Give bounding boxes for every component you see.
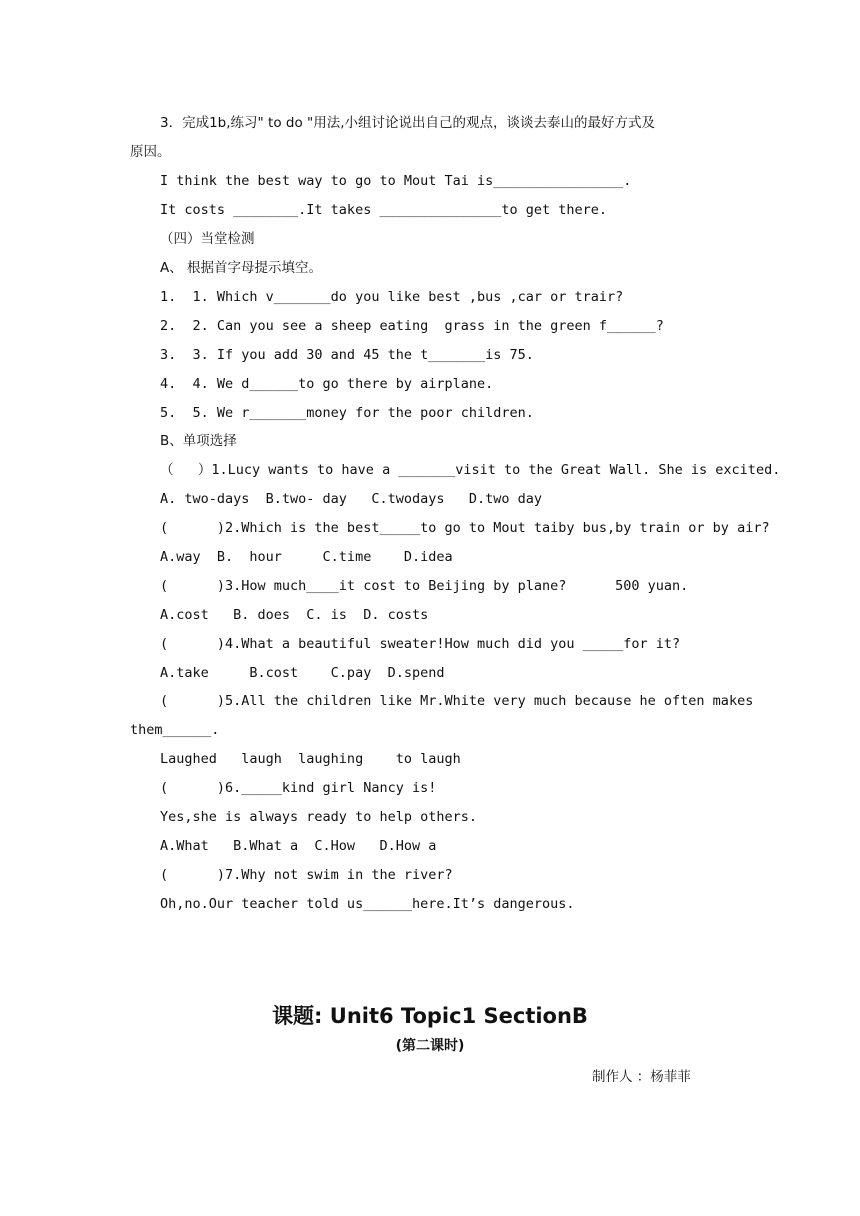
fill-item-1: 1. 1. Which v_______do you like best ,bus ,car or trair?: [160, 289, 624, 305]
task-3-instruction: 3．完成1b,练习" to do "用法,小组讨论说出自己的观点，谈谈去泰山的最好方式及: [160, 115, 656, 131]
choice-q4-options: A.take B.cost C.pay D.spend: [160, 665, 445, 681]
part-b-heading: B、单项选择: [160, 433, 237, 449]
fill-item-3: 3. 3. If you add 30 and 45 the t_______is 75.: [160, 347, 534, 363]
sentence-best-way: I think the best way to go to Mout Tai is________________.: [160, 173, 632, 189]
choice-q3: ( )3.How much____it cost to Beijing by plane? 500 yuan.: [160, 578, 689, 594]
choice-q5-options: Laughed laugh laughing to laugh: [160, 751, 461, 767]
lesson-title: 课题: Unit6 Topic1 SectionB: [272, 1004, 588, 1028]
choice-q2: ( )2.Which is the best_____to go to Mout taiby bus,by train or by air?: [160, 520, 770, 536]
choice-q6-options: A.What B.What a C.How D.How a: [160, 838, 437, 854]
choice-q7: ( )7.Why not swim in the river?: [160, 867, 453, 883]
lesson-subtitle: (第二课时): [395, 1038, 465, 1054]
choice-q5: ( )5.All the children like Mr.White very much because he often makes: [160, 693, 754, 709]
choice-q1-options: A. two-days B.two- day C.twodays D.two day: [160, 491, 543, 507]
choice-q5-cont: them______.: [130, 722, 220, 738]
fill-item-2: 2. 2. Can you see a sheep eating grass in the green f______?: [160, 318, 664, 334]
choice-q1: （ ）1.Lucy wants to have a _______visit to the Great Wall. She is excited.: [160, 462, 781, 478]
fill-item-4: 4. 4. We d______to go there by airplane.: [160, 376, 494, 392]
section-heading-check: （四）当堂检测: [160, 231, 255, 247]
choice-q6: ( )6._____kind girl Nancy is!: [160, 780, 437, 796]
part-a-heading: A、 根据首字母提示填空。: [160, 260, 323, 276]
choice-q3-options: A.cost B. does C. is D. costs: [160, 607, 429, 623]
choice-q4: ( )4.What a beautiful sweater!How much did you _____for it?: [160, 636, 681, 652]
task-3-instruction-cont: 原因。: [130, 144, 171, 160]
choice-q2-options: A.way B. hour C.time D.idea: [160, 549, 453, 565]
sentence-costs: It costs ________.It takes _______________to get there.: [160, 202, 608, 218]
fill-item-5: 5. 5. We r_______money for the poor children.: [160, 405, 534, 421]
choice-q6-response: Yes,she is always ready to help others.: [160, 809, 477, 825]
author-credit: 制作人 ：杨菲菲: [592, 1069, 691, 1085]
choice-q7-response: Oh,no.Our teacher told us______here.It’s dangerous.: [160, 896, 575, 912]
